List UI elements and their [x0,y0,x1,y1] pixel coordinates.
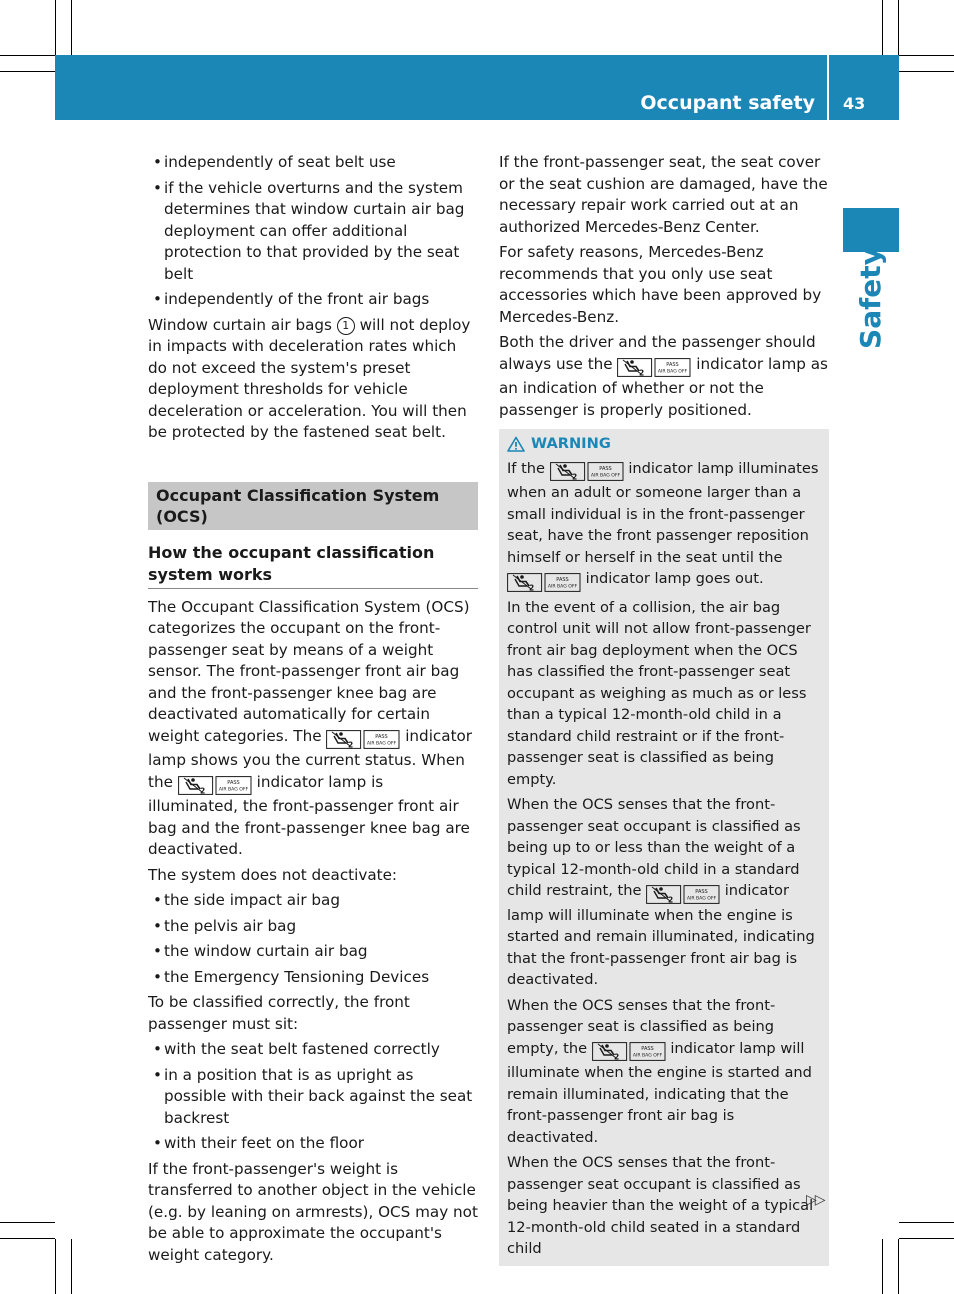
text: indicator lamp will illuminate when the engine is started and remain illuminated, indicating that the front-passenger front air bag is deactivated. [507,882,815,988]
paragraph [148,597,478,861]
svg-text:AIR BAG OFF: AIR BAG OFF [658,369,688,374]
svg-text:PASS: PASS [598,466,612,472]
text: indicator lamp will illuminate when the engine is started and remain illuminated, indicating that the front-passenger front air bag is deactivated. [507,1039,812,1146]
crop-mark [899,71,954,72]
lamp-svg [178,776,252,795]
continued-mark: ▷▷ [806,1192,824,1208]
page-title: Occupant safety [640,92,815,114]
page-header [55,55,899,120]
text: When the OCS senses that the front-passenger seat occupant is classified as being up to or less than the weight of a typical 12-month-old child in a standard child restraint, the [507,796,801,899]
list-item: • with their feet on the floor [148,1133,478,1155]
subsection-heading: How the occupant classification system works [148,542,478,589]
warning-triangle-icon [507,436,525,452]
paragraph: The system does not deactivate: [148,865,398,884]
paragraph [499,332,829,421]
paragraph [507,794,821,991]
crop-mark [899,1222,954,1223]
crop-mark [71,1239,72,1294]
list-item: • if the vehicle overturns and the system determines that window curtain air bag deployment can offer additional protection to that provided by the seat belt [148,178,478,286]
crop-mark [899,55,954,56]
crop-mark [899,1238,954,1239]
paragraph: To be classified correctly, the front passenger must sit: [148,993,410,1033]
warning-box [499,429,829,1266]
svg-text:PASS: PASS [695,888,708,895]
svg-text:AIR BAG OFF: AIR BAG OFF [367,741,397,746]
svg-text:PASS: PASS [640,1046,654,1052]
bullet-list [148,152,478,311]
text: indicator lamp illuminates when an adult or someone larger than a small individual is in the front-passenger seat, have the front passenger reposition himself or herself in the seat until the [507,459,819,566]
crop-mark [882,1239,883,1294]
svg-text:PASS: PASS [375,733,389,740]
list-item: • independently of the front air bags [148,289,478,311]
crop-mark [55,0,56,55]
paragraph [507,995,821,1149]
crop-mark [0,55,55,56]
svg-text:2: 2 [571,472,577,481]
svg-text:PASS: PASS [227,779,240,786]
list-item: • with the seat belt fastened correctly [148,1039,478,1061]
bullet-list [148,1039,478,1155]
lamp-svg [326,730,400,749]
paragraph: When the OCS senses that the front-passenger seat occupant is classified as being heavier than the weight of a typical 12-month-old child seated in a standard child [507,1154,814,1257]
text: indicator lamp goes out. [585,570,764,587]
left-column [148,152,478,1270]
pass-air-bag-off-lamp-icon [550,461,624,483]
crop-mark [898,1239,899,1294]
crop-mark [882,0,883,55]
text: indicator lamp is illuminated, the front-passenger front air bag and the front-passenger knee bag are deactivated. [148,772,470,858]
text: The Occupant Classification System (OCS) categorizes the occupant on the front-passenger seat by means of a weight sensor. The front-passenger front air bag and the front-passenger knee bag are deactivated automatically for certain weight categories. The [148,597,470,745]
svg-text:AIR BAG OFF: AIR BAG OFF [632,1053,662,1059]
list-item: • the pelvis air bag [148,916,478,938]
paragraph [148,315,478,444]
list-item: • the window curtain air bag [148,941,478,963]
svg-text:2: 2 [199,786,205,795]
crop-mark [0,71,55,72]
pass-air-bag-off-lamp-icon [646,883,720,905]
pass-air-bag-off-lamp-icon [617,357,691,379]
list-item: • the Emergency Tensioning Devices [148,967,478,989]
right-column [499,152,829,1266]
svg-text:2: 2 [529,583,535,592]
chapter-label: Safety [854,247,887,349]
page-number: 43 [843,94,866,113]
svg-text:2: 2 [613,1052,619,1061]
header-divider [827,55,829,120]
svg-text:PASS: PASS [556,576,569,583]
text: Window curtain air bags [148,315,332,334]
text: indicator lamp shows you the current status. When the [148,726,473,791]
chapter-tab [843,208,899,252]
pass-air-bag-off-lamp-icon [592,1041,666,1063]
paragraph: If the front-passenger's weight is transferred to another object in the vehicle (e.g. by leaning on armrests), OCS may not be able to approximate the occupant's weight category. [148,1159,478,1264]
lamp-svg [592,1042,666,1061]
crop-mark [71,0,72,55]
warning-title: WARNING [531,435,611,452]
list-item: • in a position that is as upright as possible with their back against the seat backrest [148,1065,478,1130]
section-heading: Occupant Classification System (OCS) [148,482,478,530]
callout-number-icon: 1 [337,317,355,335]
svg-text:2: 2 [668,895,674,904]
svg-text:2: 2 [639,368,645,377]
lamp-svg [507,573,581,592]
svg-text:AIR BAG OFF: AIR BAG OFF [686,896,717,901]
crop-mark [0,1238,55,1239]
svg-text:PASS: PASS [666,361,680,368]
text: Both the driver and the passenger should always use the [499,333,816,373]
warning-heading [507,433,821,455]
paragraph [507,458,821,593]
svg-text:AIR BAG OFF: AIR BAG OFF [590,473,620,479]
svg-text:AIR BAG OFF: AIR BAG OFF [547,584,578,589]
pass-air-bag-off-lamp-icon [178,775,252,797]
text: If the [507,459,546,477]
text: will not deploy in impacts with deceleration rates which do not exceed the system's preset deployment thresholds for vehicle deceleration or acceleration. You will then be protected by the fastened seat belt. [148,315,471,441]
pass-air-bag-off-lamp-icon [507,571,581,593]
svg-text:AIR BAG OFF: AIR BAG OFF [218,787,248,792]
lamp-svg [550,462,624,481]
list-item: • independently of seat belt use [148,152,478,174]
lamp-svg [646,885,720,904]
lamp-svg [617,358,691,377]
paragraph: For safety reasons, Mercedes-Benz recommends that you only use seat accessories which have been approved by Mercedes-Benz. [499,243,822,326]
crop-mark [898,0,899,55]
text: When the OCS senses that the front-passenger seat is classified as being empty, the [507,996,776,1057]
text: indicator lamp as an indication of whether or not the passenger is properly positioned. [499,354,828,419]
paragraph: If the front-passenger seat, the seat cover or the seat cushion are damaged, have the necessary repair work carried out at an authorized Mercedes-Benz Center. [499,153,828,236]
crop-mark [55,1239,56,1294]
svg-text:2: 2 [348,740,354,749]
crop-mark [0,1222,55,1223]
list-item: • the side impact air bag [148,890,478,912]
pass-air-bag-off-lamp-icon [326,729,400,751]
bullet-list [148,890,478,988]
paragraph: In the event of a collision, the air bag control unit will not allow front-passenger front air bag deployment when the OCS has classified the front-passenger seat occupant as weighing as much as or less than a typical 12-month-old child in a standard child restraint or if the front-passenger seat is classified as being empty. [507,598,811,788]
